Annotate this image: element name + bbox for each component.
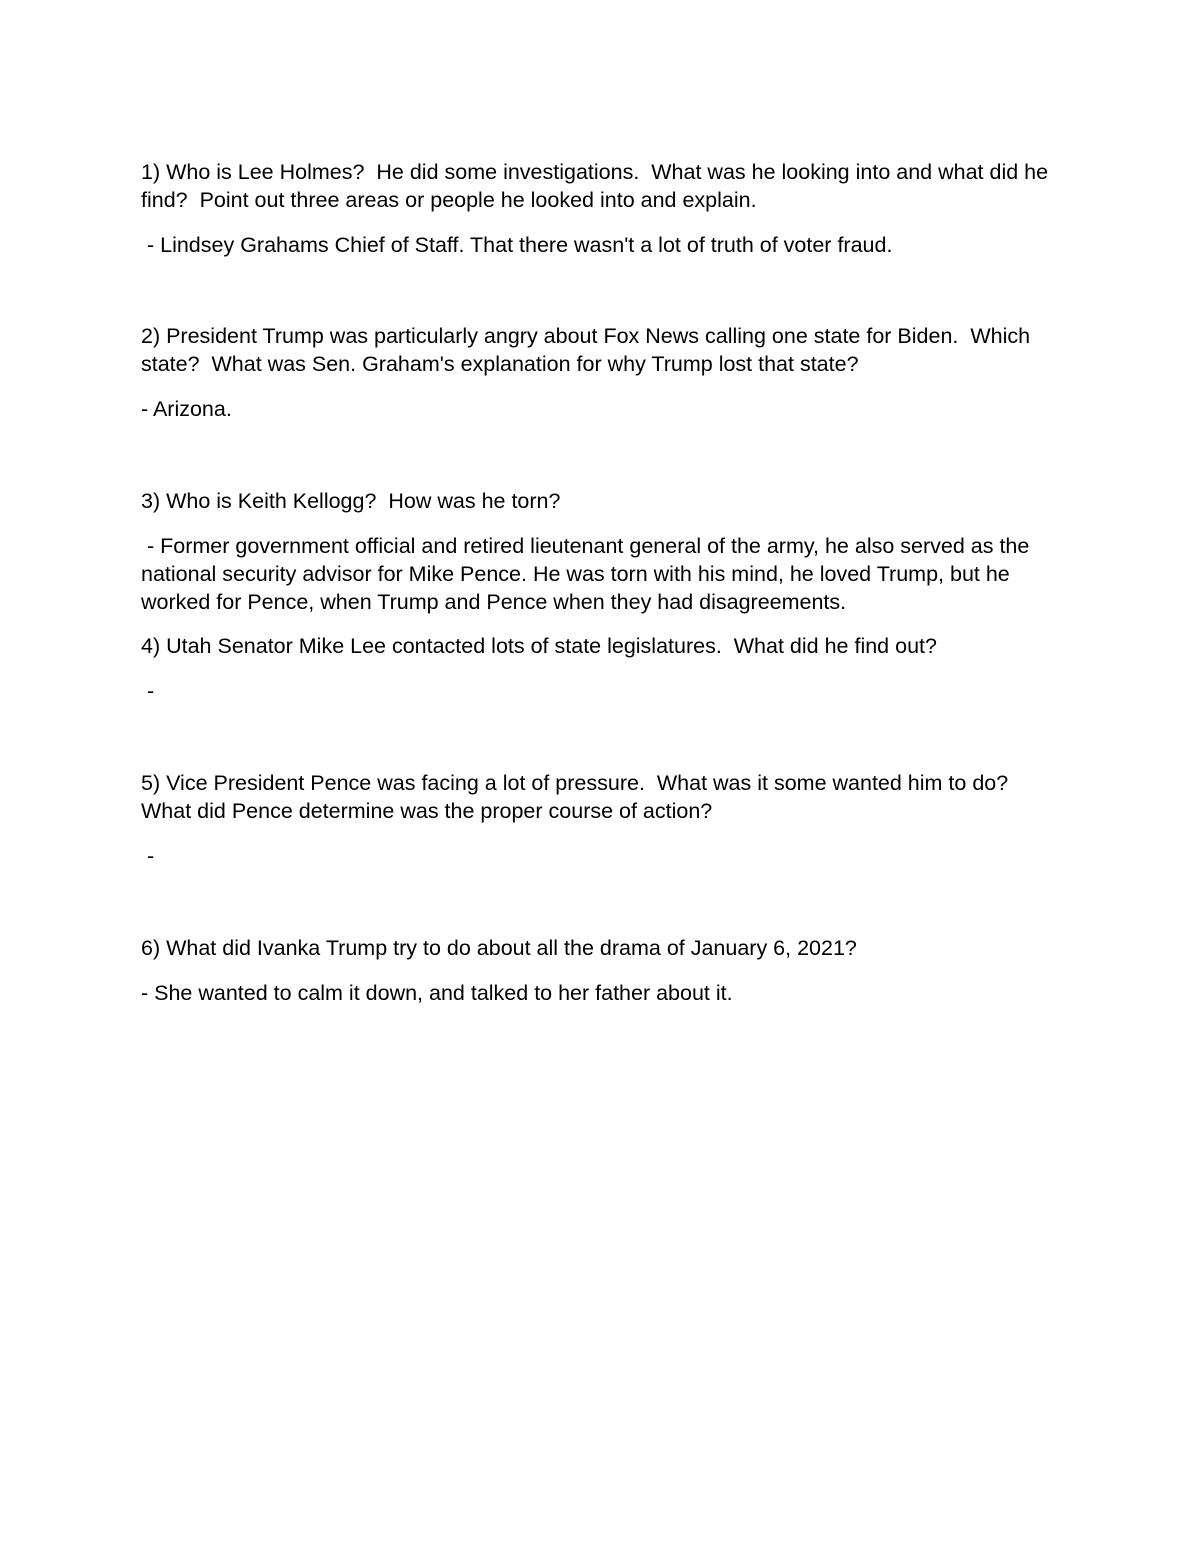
answer-2: - Arizona. bbox=[141, 397, 232, 421]
answer-1: - Lindsey Grahams Chief of Staff. That there wasn't a lot of truth of voter fraud. bbox=[141, 233, 893, 257]
answer-3: - Former government official and retired lieutenant general of the army, he also served as the national security advisor for Mike Pence. He was torn with his mind, he loved Trump, but he worked for Pence, when Trump and Pence when they had disagreements. bbox=[141, 534, 1036, 614]
question-5: 5) Vice President Pence was facing a lot of pressure. What was it some wanted him to do? What did Pence determine was the proper course of action? bbox=[141, 771, 1021, 823]
qa-item-6 bbox=[141, 934, 1061, 1007]
answer-6: - She wanted to calm it down, and talked to her father about it. bbox=[141, 981, 733, 1005]
question-3: 3) Who is Keith Kellogg? How was he torn? bbox=[141, 489, 561, 513]
answer-4: - bbox=[141, 679, 155, 703]
qa-item-2 bbox=[141, 322, 1061, 423]
qa-item-4 bbox=[141, 632, 1061, 705]
question-2: 2) President Trump was particularly angry about Fox News calling one state for Biden. Which state? What was Sen. Graham's explanation for why Trump lost that state? bbox=[141, 324, 1037, 376]
qa-item-1 bbox=[141, 158, 1061, 259]
qa-item-5 bbox=[141, 769, 1061, 870]
question-4: 4) Utah Senator Mike Lee contacted lots of state legislatures. What did he find out? bbox=[141, 634, 937, 658]
document-body bbox=[141, 158, 1061, 1007]
question-1: 1) Who is Lee Holmes? He did some investigations. What was he looking into and what did he find? Point out three areas or people he looked into and explain. bbox=[141, 160, 1055, 212]
answer-5: - bbox=[141, 844, 155, 868]
qa-item-3 bbox=[141, 487, 1061, 616]
question-6: 6) What did Ivanka Trump try to do about all the drama of January 6, 2021? bbox=[141, 936, 857, 960]
